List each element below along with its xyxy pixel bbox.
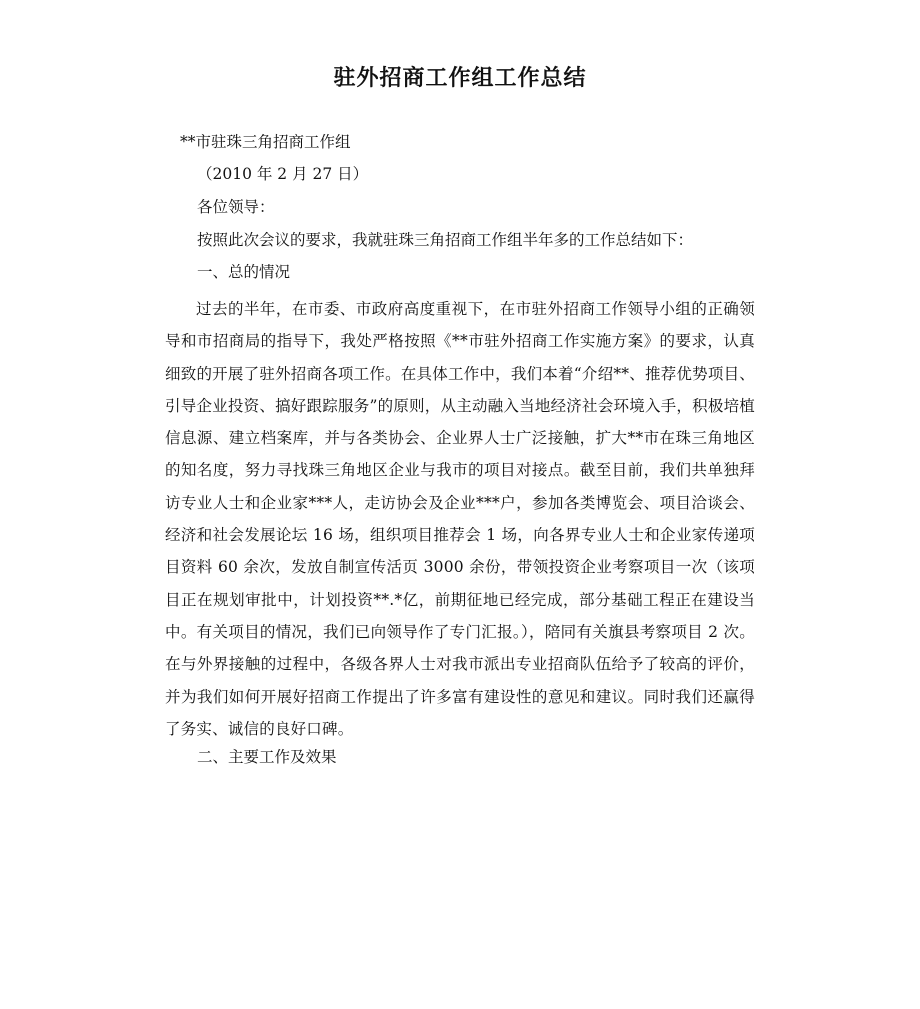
organization-line: **市驻珠三角招商工作组	[180, 133, 351, 151]
greeting-line: 各位领导：	[197, 198, 275, 216]
section-heading-overview: 一、总的情况	[197, 263, 291, 281]
document-title: 驻外招商工作组工作总结	[333, 66, 587, 91]
intro-line: 按照此次会议的要求，我就驻珠三角招商工作组半年多的工作总结如下：	[197, 231, 694, 249]
date-line: （2010 年 2 月 27 日）	[197, 165, 369, 183]
section-body-overview: 过去的半年，在市委、市政府高度重视下，在市驻外招商工作领导小组的正确领导和市招商局的指导下，我处严格按照《**市驻外招商工作实施方案》的要求，认真细致的开展了驻外招商各项工作。在具体工作中，我们本着“介绍**、推荐优势项目、引导企业投资、搞好跟踪服务”的原则，从主动融入当地经济社会环境入手，积极培植信息源、建立档案库，并与各类协会、企业界人士广泛接触，扩大**市在珠三角地区的知名度，努力寻找珠三角地区企业与我市的项目对接点。截至目前，我们共单独拜访专业人士和企业家***人，走访协会及企业***户，参加各类博览会、项目洽谈会、经济和社会发展论坛 16 场，组织项目推荐会 1 场，向各界专业人士和企业家传递项目资料 60 余次，发放自制宣传活页 3000 余份，带领投资企业考察项目一次（该项目正在规划审批中，计划投资**.*亿，前期征地已经完成，部分基础工程正在建设当中。有关项目的情况，我们已向领导作了专门汇报。），陪同有关旗县考察项目 2 次。在与外界接触的过程中，各级各界人士对我市派出专业招商队伍给予了较高的评价，并为我们如何开展好招商工作提出了许多富有建设性的意见和建议。同时我们还赢得了务实、诚信的良好口碑。	[165, 300, 755, 738]
section-heading-main-work: 二、主要工作及效果	[197, 748, 337, 766]
